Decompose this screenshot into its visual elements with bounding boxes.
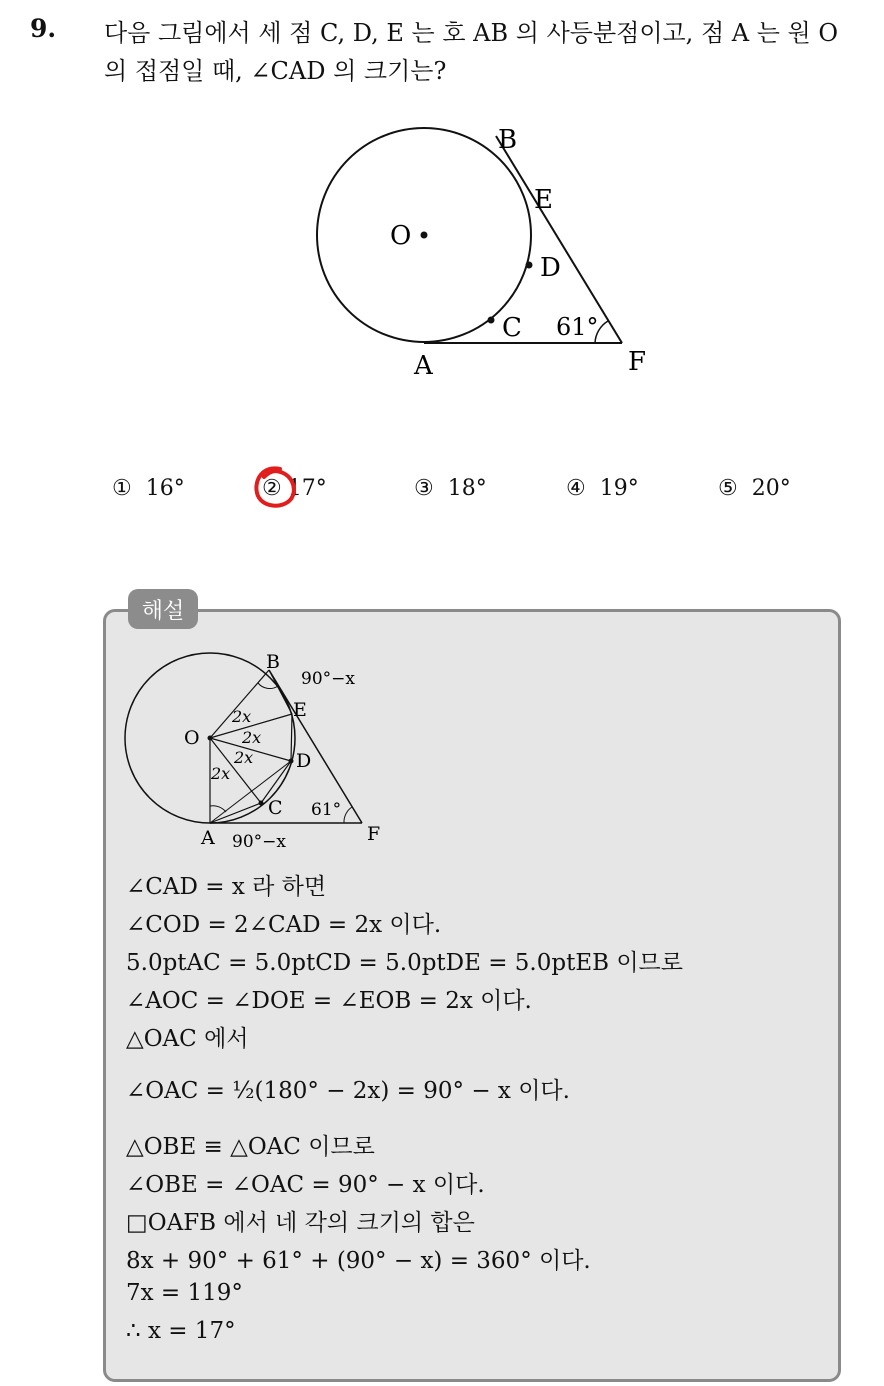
label-angle-61: 61° — [556, 313, 599, 341]
label-arc1: 2x — [232, 707, 252, 726]
question-number: 9. — [30, 14, 57, 43]
answer-circle-mark — [250, 463, 298, 511]
label-c: C — [502, 313, 522, 343]
label-f: F — [367, 823, 381, 845]
label-a: A — [201, 827, 215, 849]
angle-f-arc — [344, 807, 352, 823]
label-d: D — [296, 750, 312, 772]
choice-value: 19° — [599, 476, 639, 501]
solution-line: □OAFB 에서 네 각의 크기의 합은 — [126, 1210, 475, 1236]
solution-line: ∠OBE = ∠OAC = 90° − x 이다. — [126, 1172, 485, 1198]
label-e: E — [293, 699, 307, 721]
solution-line: 8x + 90° + 61° + (90° − x) = 360° 이다. — [126, 1248, 591, 1274]
point-c — [259, 801, 264, 806]
label-e: E — [534, 185, 553, 215]
label-d: D — [540, 253, 561, 283]
solution-line: △OBE ≡ △OAC 이므로 — [126, 1134, 375, 1160]
label-c: C — [268, 797, 283, 819]
label-f: F — [628, 347, 647, 377]
angle-a-arc — [210, 806, 226, 812]
point-c — [488, 317, 495, 324]
point-d — [526, 262, 533, 269]
solution-tag: 해설 — [128, 589, 198, 629]
label-a: A — [414, 351, 433, 381]
solution-figure — [118, 648, 398, 854]
choice-5[interactable] — [718, 476, 791, 501]
solution-line: ∠COD = 2∠CAD = 2x 이다. — [126, 912, 442, 938]
label-arc3: 2x — [234, 748, 254, 767]
label-o: O — [390, 221, 412, 251]
solution-line: ∴ x = 17° — [126, 1318, 236, 1344]
label-angle-top: 90°−x — [301, 669, 355, 689]
point-o — [421, 232, 428, 239]
choice-number: ④ — [566, 476, 586, 501]
solution-line: ∠AOC = ∠DOE = ∠EOB = 2x 이다. — [126, 988, 532, 1014]
choice-1[interactable] — [112, 476, 185, 501]
solution-line: ∠OAC = ½(180° − 2x) = 90° − x 이다. — [126, 1078, 570, 1104]
solution-line: 7x = 119° — [126, 1280, 243, 1306]
label-arc2: 2x — [242, 728, 262, 747]
question-text: 다음 그림에서 세 점 C, D, E 는 호 AB 의 사등분점이고, 점 A 는 원 O 의 접점일 때, ∠CAD 의 크기는? — [104, 19, 839, 85]
choice-number: ② — [262, 476, 282, 501]
choice-number: ③ — [414, 476, 434, 501]
label-o: O — [184, 727, 200, 749]
line-bf — [496, 136, 622, 343]
label-angle-bottom: 90°−x — [232, 832, 286, 852]
solution-line: 5.0ptAC = 5.0ptCD = 5.0ptDE = 5.0ptEB 이므로 — [126, 950, 683, 976]
choice-number: ① — [112, 476, 132, 501]
label-angle-f: 61° — [311, 800, 342, 820]
solution-line: ∠CAD = x 라 하면 — [126, 874, 327, 900]
label-b: B — [266, 651, 280, 673]
choice-4[interactable] — [566, 476, 639, 501]
choice-number: ⑤ — [718, 476, 738, 501]
choice-value: 18° — [447, 476, 487, 501]
point-d — [289, 759, 294, 764]
label-arc4: 2x — [211, 764, 231, 783]
choice-value: 17° — [287, 476, 327, 501]
question-figure — [300, 118, 660, 388]
label-b: B — [498, 125, 518, 155]
choice-value: 20° — [751, 476, 791, 501]
choice-3[interactable] — [414, 476, 487, 501]
solution-line: △OAC 에서 — [126, 1026, 249, 1052]
point-o — [208, 736, 213, 741]
choice-value: 16° — [145, 476, 185, 501]
